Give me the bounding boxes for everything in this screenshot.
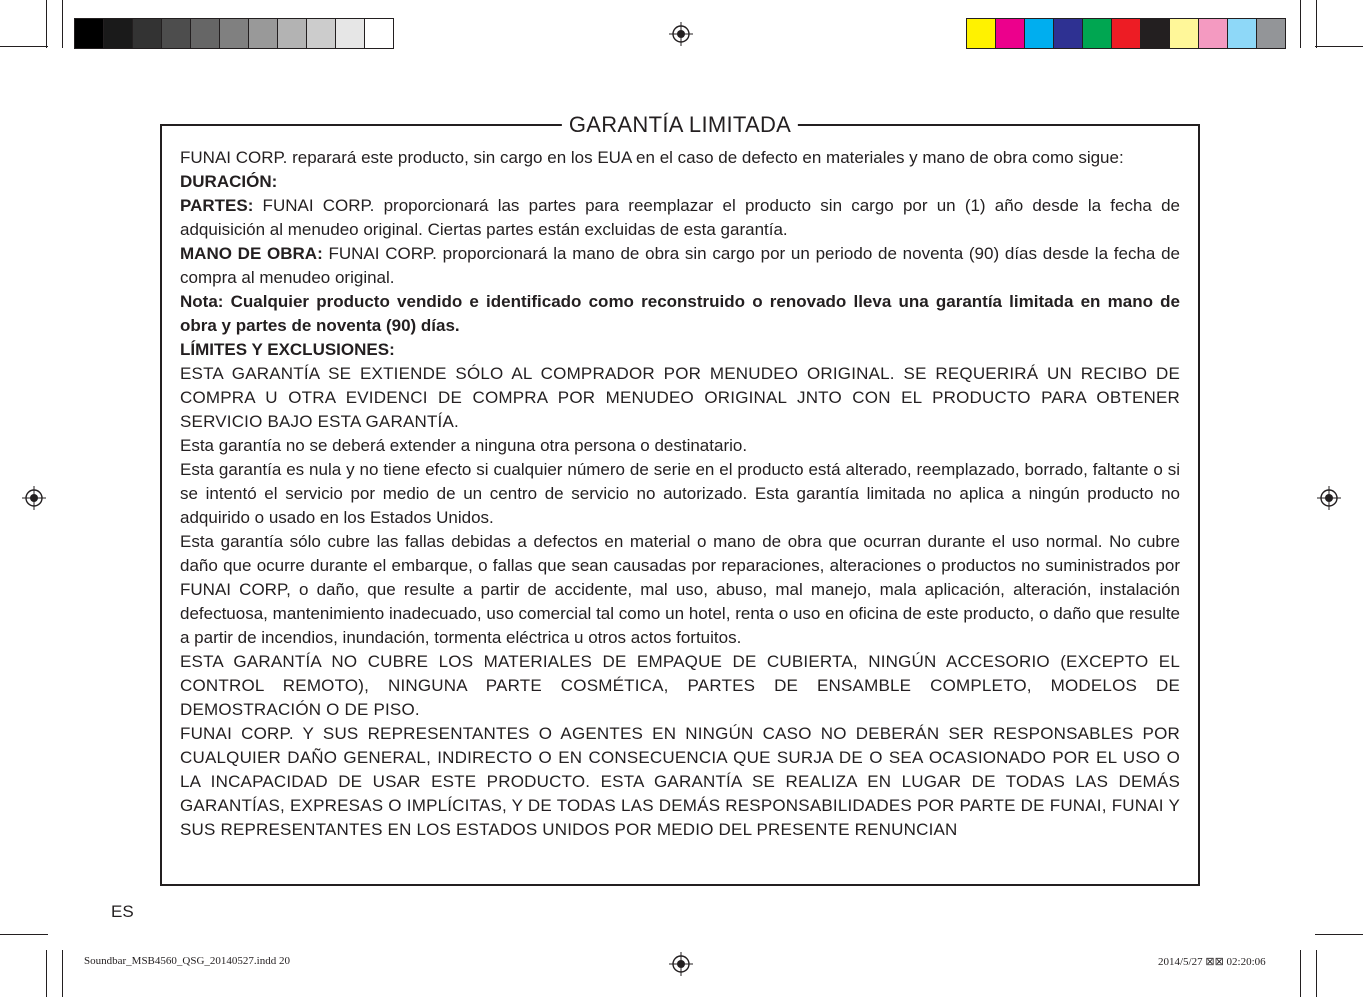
liability-paragraph: FUNAI CORP. Y SUS REPRESENTANTES O AGENTES EN NINGÚN CASO NO DEBERÁN SER RESPONSABLES POR CUALQUIER DAÑO GENERAL, INDIRECTO O EN CONSECUENCIA QUE SURJA DE O SEA OCASIONADO POR EL USO O LA INCAPACIDAD DE USAR ESTE PRODUCTO. ESTA GARANTÍA SE REALIZA EN LUGAR DE TODAS LAS DEMÁS GARANTÍAS, EXPRESAS O IMPLÍCITAS, Y DE TODAS LAS DEMÁS RESPONSABILIDADES POR PARTE DE FUNAI, FUNAI Y SUS REPRESENTANTES EN LOS ESTADOS UNIDOS POR MEDIO DEL PRESENTE RENUNCIAN: [180, 724, 1180, 839]
original-buyer-paragraph: ESTA GARANTÍA SE EXTIENDE SÓLO AL COMPRADOR POR MENUDEO ORIGINAL. SE REQUERIRÁ UN RECIBO DE COMPRA U OTRA EVIDENCI DE COMPRA POR MENUDEO ORIGINAL JNTO CON EL PRODUCTO PARA OBTENER SERVICIO BAJO ESTA GARANTÍA.: [180, 364, 1180, 431]
exclusions-paragraph: ESTA GARANTÍA NO CUBRE LOS MATERIALES DE EMPAQUE DE CUBIERTA, NINGÚN ACCESORIO (EXCEPTO EL CONTROL REMOTO), NINGUNA PARTE COSMÉTICA, PARTES DE ENSAMBLE COMPLETO, MODELOS DE DEMOSTRACIÓN O DE PISO.: [180, 652, 1180, 719]
crop-mark: [46, 0, 47, 48]
coverage-paragraph: Esta garantía sólo cubre las fallas debidas a defectos en material o mano de obra que ocurran durante el uso normal. No cubre daño que ocurre durante el embarque, o fallas que sean causadas por reparaciones, alteraciones o productos no suministrados por FUNAI CORP, o daño, que resulte a partir de accidente, mal uso, abuso, mal manejo, mala aplicación, alteración, instalación defectuosa, mantenimiento inadecuado, uso comercial tal como un hotel, renta o uso en oficina de este producto, o daño que resulte a partir de incendios, inundación, tormenta eléctrica u otros actos fortuitos.: [180, 532, 1180, 647]
registration-mark-icon: [1317, 486, 1341, 510]
color-swatch: [1199, 19, 1228, 48]
slug-filename: Soundbar_MSB4560_QSG_20140527.indd 20: [84, 955, 290, 967]
color-swatch: [1170, 19, 1199, 48]
color-swatch: [133, 19, 162, 48]
duration-heading: DURACIÓN:: [180, 172, 278, 191]
crop-mark: [1300, 950, 1301, 997]
color-swatch: [1054, 19, 1083, 48]
warranty-box: [160, 112, 1200, 886]
registration-mark-icon: [669, 952, 693, 976]
color-swatch: [162, 19, 191, 48]
void-paragraph: Esta garantía es nula y no tiene efecto si cualquier número de serie en el producto está alterado, reemplazado, borrado, faltante o si se intentó el servicio por medio de un centro de servicio no autorizado. Esta garantía limitada no aplica a ningún producto no adquirido o usado en los Estados Unidos.: [180, 460, 1180, 527]
color-swatch: [336, 19, 365, 48]
cmyk-color-bar: [966, 18, 1286, 49]
color-swatch: [365, 19, 393, 48]
slug-date: 2014/5/27 ⊠⊠ 02:20:06: [1158, 956, 1266, 968]
crop-mark: [0, 934, 48, 935]
warranty-title: GARANTÍA LIMITADA: [562, 112, 798, 138]
crop-mark: [1315, 46, 1363, 47]
color-swatch: [1083, 19, 1112, 48]
parts-paragraph: [180, 194, 1180, 242]
crop-mark: [0, 46, 48, 47]
grayscale-color-bar: [74, 18, 394, 49]
no-transfer-paragraph: Esta garantía no se deberá extender a ninguna otra persona o destinatario.: [180, 436, 748, 455]
color-swatch: [1112, 19, 1141, 48]
parts-text: FUNAI CORP. proporcionará las partes para reemplazar el producto sin cargo por un (1) año desde la fecha de adquisición al menudeo original. Ciertas partes están excluidas de esta garantía.: [180, 196, 1180, 239]
limits-heading: LÍMITES Y EXCLUSIONES:: [180, 340, 395, 359]
color-swatch: [1141, 19, 1170, 48]
labor-label: MANO DE OBRA:: [180, 244, 323, 263]
color-swatch: [75, 19, 104, 48]
warranty-content: [180, 146, 1180, 842]
crop-mark: [1315, 934, 1363, 935]
intro-paragraph: FUNAI CORP. reparará este producto, sin cargo en los EUA en el caso de defecto en materiales y mano de obra como sigue:: [180, 148, 1124, 167]
crop-mark: [1316, 950, 1317, 997]
crop-mark: [46, 950, 47, 997]
registration-mark-icon: [22, 486, 46, 510]
language-code: ES: [111, 902, 134, 921]
labor-paragraph: [180, 242, 1180, 290]
crop-mark: [1300, 0, 1301, 48]
note-paragraph: Nota: Cualquier producto vendido e identificado como reconstruido o renovado lleva una garantía limitada en mano de obra y partes de noventa (90) días.: [180, 292, 1180, 335]
labor-text: FUNAI CORP. proporcionará la mano de obra sin cargo por un periodo de noventa (90) días desde la fecha de compra al menudeo original.: [180, 244, 1180, 287]
crop-mark: [1316, 0, 1317, 48]
registration-mark-icon: [669, 22, 693, 46]
parts-label: PARTES:: [180, 196, 254, 215]
crop-mark: [62, 950, 63, 997]
color-swatch: [1025, 19, 1054, 48]
color-swatch: [996, 19, 1025, 48]
color-swatch: [967, 19, 996, 48]
color-swatch: [104, 19, 133, 48]
color-swatch: [307, 19, 336, 48]
color-swatch: [1257, 19, 1285, 48]
crop-mark: [62, 0, 63, 48]
color-swatch: [191, 19, 220, 48]
color-swatch: [1228, 19, 1257, 48]
color-swatch: [220, 19, 249, 48]
color-swatch: [278, 19, 307, 48]
color-swatch: [249, 19, 278, 48]
